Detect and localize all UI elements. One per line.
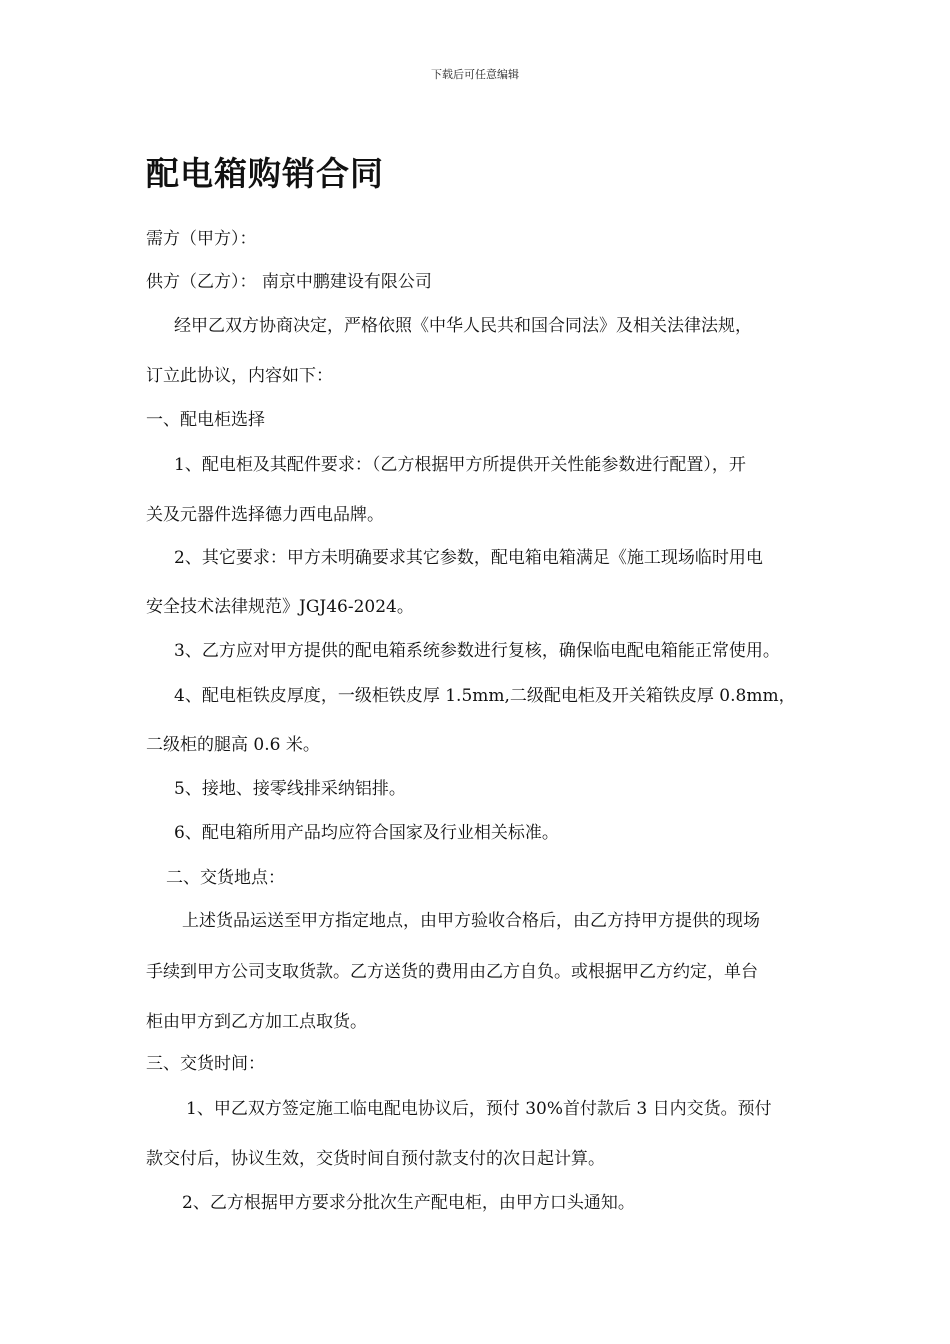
paragraph-line: 订立此协议，内容如下： [146,366,333,386]
section-heading: 二、交货地点： [166,868,285,888]
document-title: 配电箱购销合同 [146,154,384,193]
clause-line: 安全技术法律规范》JGJ46-2024。 [146,597,414,617]
clause-line: 5、接地、接零线排采纳铝排。 [174,779,406,799]
section-heading: 三、交货时间： [146,1054,265,1074]
clause-line: 款交付后，协议生效，交货时间自预付款支付的次日起计算。 [146,1149,605,1169]
section-heading: 一、配电柜选择 [146,410,265,430]
clause-line: 2、乙方根据甲方要求分批次生产配电柜，由甲方口头通知。 [182,1193,635,1213]
paragraph-line: 经甲乙双方协商决定，严格依照《中华人民共和国合同法》及相关法律法规， [174,316,752,336]
clause-line: 1、配电柜及其配件要求：（乙方根据甲方所提供开关性能参数进行配置），开 [174,455,746,475]
party-b-line: 供方（乙方）： 南京中鹏建设有限公司 [146,272,432,292]
clause-line: 关及元器件选择德力西电品牌。 [146,505,384,525]
clause-line: 1、甲乙双方签定施工临电配电协议后，预付 30%首付款后 3 日内交货。预付 [186,1099,772,1119]
paragraph-line: 手续到甲方公司支取货款。乙方送货的费用由乙方自负。或根据甲乙方约定，单台 [146,962,758,982]
clause-line: 2、其它要求：甲方未明确要求其它参数，配电箱电箱满足《施工现场临时用电 [174,548,763,568]
page-header: 下载后可任意编辑 [431,68,519,81]
clause-line: 4、配电柜铁皮厚度，一级柜铁皮厚 1.5mm,二级配电柜及开关箱铁皮厚 0.8mm， [174,686,796,706]
clause-line: 6、配电箱所用产品均应符合国家及行业相关标准。 [174,823,559,843]
paragraph-line: 柜由甲方到乙方加工点取货。 [146,1012,367,1032]
paragraph-line: 上述货品运送至甲方指定地点，由甲方验收合格后，由乙方持甲方提供的现场 [182,911,760,931]
clause-line: 3、乙方应对甲方提供的配电箱系统参数进行复核，确保临电配电箱能正常使用。 [174,641,780,661]
clause-line: 二级柜的腿高 0.6 米。 [146,735,320,755]
party-a-line: 需方（甲方）： [146,229,257,249]
